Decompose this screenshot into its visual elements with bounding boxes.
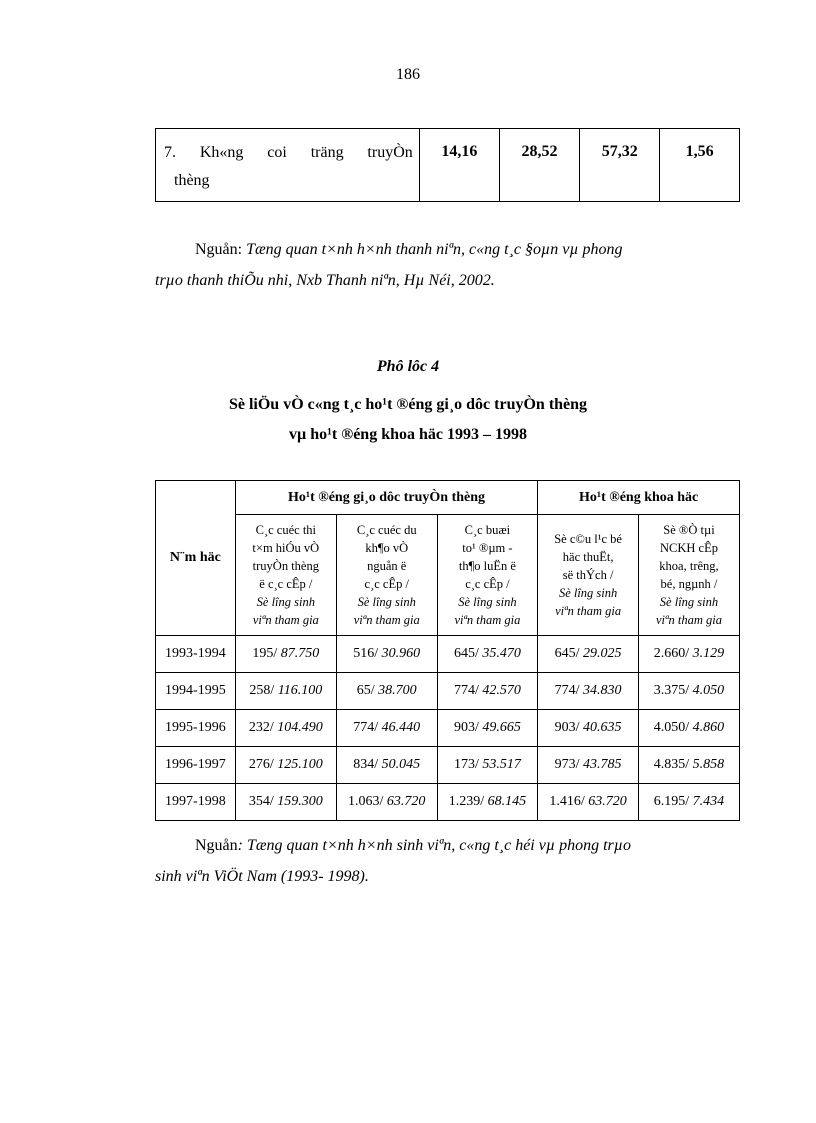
source-label: Nguån <box>195 837 238 854</box>
value-cell: 1.416/ 63.720 <box>538 784 639 821</box>
table-row <box>156 129 740 202</box>
source-label: Nguån: <box>195 241 243 258</box>
year-cell: 1995-1996 <box>156 710 236 747</box>
table-row <box>156 673 740 710</box>
page-number: 186 <box>396 66 420 83</box>
value-cell: 4.835/ 5.858 <box>638 747 739 784</box>
value-cell: 173/ 53.517 <box>437 747 538 784</box>
table-row <box>156 747 740 784</box>
value-cell: 645/ 35.470 <box>437 636 538 673</box>
column-header: Sè ®Ò tµi NCKH cÊp khoa, trêng, bé, ngµnh / Sè lîng sinh viªn tham gia <box>638 515 739 636</box>
source-text-cont: sinh viªn ViÖt Nam (1993- 1998). <box>155 868 369 885</box>
year-cell: 1997-1998 <box>156 784 236 821</box>
value-cell: 276/ 125.100 <box>235 747 336 784</box>
value-cell: 354/ 159.300 <box>235 784 336 821</box>
label-word: coi <box>267 144 287 161</box>
table-row <box>156 636 740 673</box>
value-cell: 3.375/ 4.050 <box>638 673 739 710</box>
value-cell: 1.239/ 68.145 <box>437 784 538 821</box>
label-word: 7. <box>164 144 176 161</box>
appendix-heading-cont: vµ ho¹t ®éng khoa häc 1993 – 1998 <box>289 426 527 443</box>
value-cell: 57,32 <box>580 129 660 202</box>
group-header: Ho¹t ®éng gi¸o dôc truyÒn thèng <box>235 481 538 515</box>
value-cell: 2.660/ 3.129 <box>638 636 739 673</box>
appendix-heading: Sè liÖu vÒ c«ng t¸c ho¹t ®éng gi¸o dôc truyÒn thèng <box>228 396 588 413</box>
value-cell: 774/ 46.440 <box>336 710 437 747</box>
label-word: Kh«ng <box>199 144 244 161</box>
value-cell: 645/ 29.025 <box>538 636 639 673</box>
row-label <box>156 129 420 202</box>
value-cell: 903/ 49.665 <box>437 710 538 747</box>
source-note <box>155 234 740 296</box>
value-cell: 774/ 42.570 <box>437 673 538 710</box>
column-header: C¸c cuéc thi t×m hiÓu vÒ truyÒn thèng ë c¸c cÊp / Sè lîng sinh viªn tham gia <box>235 515 336 636</box>
value-cell: 774/ 34.830 <box>538 673 639 710</box>
source-text: : Tæng quan t×nh h×nh sinh viªn, c«ng t¸c héi vµ phong trµo <box>237 837 631 854</box>
table-row <box>156 710 740 747</box>
value-cell: 258/ 116.100 <box>235 673 336 710</box>
source-text: Tæng quan t×nh h×nh thanh niªn, c«ng t¸c §oµn vµ phong <box>246 241 623 258</box>
value-cell: 65/ 38.700 <box>336 673 437 710</box>
value-cell: 28,52 <box>499 129 579 202</box>
year-cell: 1996-1997 <box>156 747 236 784</box>
value-cell: 6.195/ 7.434 <box>638 784 739 821</box>
value-cell: 195/ 87.750 <box>235 636 336 673</box>
value-cell: 4.050/ 4.860 <box>638 710 739 747</box>
source-text-cont: trµo thanh thiÕu nhi, Nxb Thanh niªn, Hµ Néi, 2002. <box>155 272 495 289</box>
value-cell: 1,56 <box>660 129 740 202</box>
column-header: C¸c cuéc du kh¶o vÒ nguån ë c¸c cÊp / Sè lîng sinh viªn tham gia <box>336 515 437 636</box>
value-cell: 516/ 30.960 <box>336 636 437 673</box>
value-cell: 1.063/ 63.720 <box>336 784 437 821</box>
value-cell: 973/ 43.785 <box>538 747 639 784</box>
year-cell: 1994-1995 <box>156 673 236 710</box>
value-cell: 232/ 104.490 <box>235 710 336 747</box>
label-word: truyÒn <box>367 144 413 161</box>
value-cell: 903/ 40.635 <box>538 710 639 747</box>
label-continuation: thèng <box>174 172 210 189</box>
source-note-2 <box>155 830 740 892</box>
top-table <box>155 128 740 202</box>
value-cell: 14,16 <box>419 129 499 202</box>
main-table <box>155 480 740 821</box>
label-word: träng <box>310 144 344 161</box>
year-header: N¨m häc <box>156 481 236 636</box>
table-row <box>156 784 740 821</box>
group-header: Ho¹t ®éng khoa häc <box>538 481 740 515</box>
value-cell: 834/ 50.045 <box>336 747 437 784</box>
year-cell: 1993-1994 <box>156 636 236 673</box>
column-header: Sè c©u l¹c bé häc thuËt, së thÝch / Sè lîng sinh viªn tham gia <box>538 515 639 636</box>
appendix-title: Phô lôc 4 <box>376 358 440 375</box>
column-header: C¸c buæi to¹ ®µm - th¶o luËn ë c¸c cÊp / Sè lîng sinh viªn tham gia <box>437 515 538 636</box>
